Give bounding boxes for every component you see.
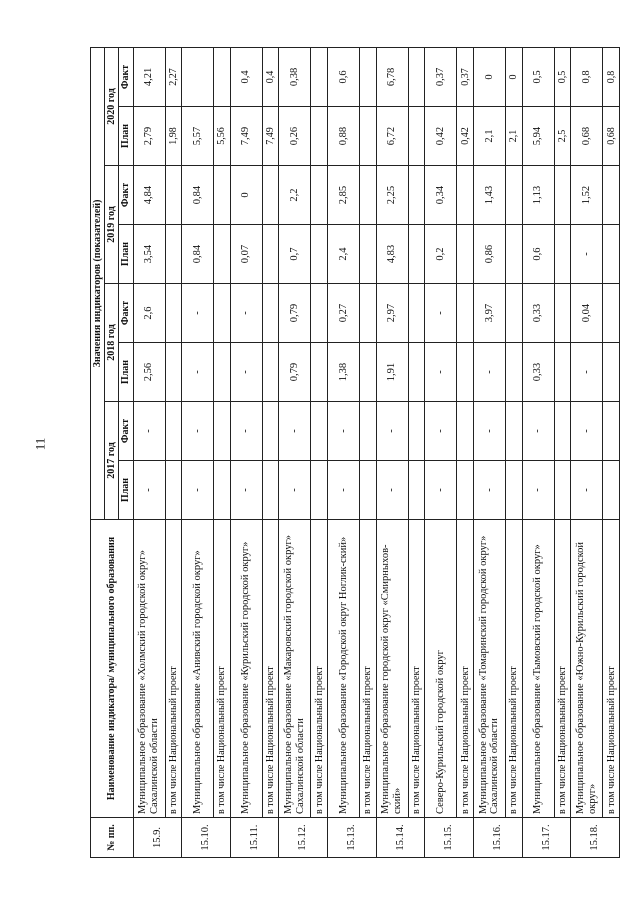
header-year-2017: 2017 год bbox=[105, 402, 119, 520]
value-cell: 0 bbox=[230, 166, 262, 225]
municipality-name: Муниципальное образование «Томаринский городской округ» Сахалинской области bbox=[473, 520, 505, 818]
value-cell: 2,85 bbox=[328, 166, 360, 225]
value-cell: - bbox=[473, 343, 505, 402]
subvalue-cell bbox=[554, 225, 571, 284]
subvalue-cell bbox=[165, 402, 182, 461]
value-cell: 2,1 bbox=[473, 107, 505, 166]
value-cell: - bbox=[133, 461, 165, 520]
row-number: 15.17. bbox=[522, 818, 571, 858]
header-year-2019: 2019 год bbox=[105, 166, 119, 284]
value-cell: - bbox=[279, 402, 311, 461]
value-cell: - bbox=[230, 402, 262, 461]
row-number: 15.18. bbox=[571, 818, 620, 858]
subvalue-cell bbox=[457, 225, 474, 284]
subvalue-cell bbox=[408, 225, 425, 284]
subvalue-cell bbox=[262, 166, 279, 225]
municipality-name: Муниципальное образование «Макаровский городской округ» Сахалинской области bbox=[279, 520, 311, 818]
subvalue-cell: 0,68 bbox=[603, 107, 620, 166]
subvalue-cell bbox=[408, 107, 425, 166]
value-cell: - bbox=[279, 461, 311, 520]
subvalue-cell bbox=[262, 402, 279, 461]
subvalue-cell bbox=[311, 461, 328, 520]
subvalue-cell bbox=[408, 402, 425, 461]
header-name: Наименование индикатора/ муниципального образования bbox=[91, 520, 134, 818]
table-row bbox=[279, 47, 311, 857]
subvalue-cell: 1,98 bbox=[165, 107, 182, 166]
value-cell: 0,88 bbox=[328, 107, 360, 166]
value-cell: 0,68 bbox=[571, 107, 603, 166]
header-fact: Факт bbox=[119, 166, 133, 225]
value-cell: - bbox=[376, 461, 408, 520]
table-subrow bbox=[262, 47, 279, 857]
value-cell: - bbox=[230, 343, 262, 402]
header-year-2018: 2018 год bbox=[105, 284, 119, 402]
subvalue-cell bbox=[554, 402, 571, 461]
value-cell: 2,97 bbox=[376, 284, 408, 343]
subvalue-cell bbox=[360, 166, 377, 225]
value-cell: - bbox=[522, 402, 554, 461]
value-cell: - bbox=[230, 284, 262, 343]
value-cell: - bbox=[182, 284, 214, 343]
header-plan: План bbox=[119, 225, 133, 284]
table-subrow bbox=[505, 47, 522, 857]
subvalue-cell bbox=[408, 166, 425, 225]
subvalue-cell bbox=[505, 225, 522, 284]
municipality-name: Муниципальное образование городской округ «Смирныхов-ский» bbox=[376, 520, 408, 818]
subvalue-cell: 0,4 bbox=[262, 47, 279, 106]
value-cell: - bbox=[328, 461, 360, 520]
subvalue-cell: 5,56 bbox=[214, 107, 231, 166]
value-cell: - bbox=[182, 343, 214, 402]
value-cell: 0,86 bbox=[473, 225, 505, 284]
subvalue-cell bbox=[408, 343, 425, 402]
subvalue-cell bbox=[603, 284, 620, 343]
value-cell: 0 bbox=[473, 47, 505, 106]
subvalue-cell: 7,49 bbox=[262, 107, 279, 166]
value-cell: 1,38 bbox=[328, 343, 360, 402]
value-cell: 5,57 bbox=[182, 107, 214, 166]
value-cell: - bbox=[133, 402, 165, 461]
table-subrow bbox=[408, 47, 425, 857]
subrow-label: в том числе Национальный проект bbox=[505, 520, 522, 818]
subvalue-cell bbox=[603, 225, 620, 284]
subvalue-cell bbox=[214, 461, 231, 520]
subrow-label: в том числе Национальный проект bbox=[165, 520, 182, 818]
municipality-name: Муниципальное образование «Южно-Курильский городской округ» bbox=[571, 520, 603, 818]
subvalue-cell bbox=[408, 47, 425, 106]
subvalue-cell bbox=[165, 461, 182, 520]
value-cell: 4,21 bbox=[133, 47, 165, 106]
header-plan: План bbox=[119, 107, 133, 166]
row-number: 15.9. bbox=[133, 818, 182, 858]
value-cell: 0,04 bbox=[571, 284, 603, 343]
value-cell: - bbox=[473, 402, 505, 461]
value-cell: 3,54 bbox=[133, 225, 165, 284]
subvalue-cell bbox=[603, 402, 620, 461]
table-container bbox=[90, 48, 620, 858]
municipality-name: Муниципальное образование «Холмский городской округ» Сахалинской области bbox=[133, 520, 165, 818]
subvalue-cell bbox=[165, 343, 182, 402]
header-year-2020: 2020 год bbox=[105, 47, 119, 165]
value-cell: - bbox=[473, 461, 505, 520]
value-cell: 0,79 bbox=[279, 284, 311, 343]
header-fact: Факт bbox=[119, 284, 133, 343]
table-row bbox=[230, 47, 262, 857]
subvalue-cell bbox=[603, 461, 620, 520]
row-number: 15.16. bbox=[473, 818, 522, 858]
value-cell: 4,83 bbox=[376, 225, 408, 284]
subvalue-cell bbox=[457, 461, 474, 520]
value-cell: 2,6 bbox=[133, 284, 165, 343]
value-cell: - bbox=[182, 402, 214, 461]
value-cell: 0,4 bbox=[230, 47, 262, 106]
value-cell: 0,33 bbox=[522, 343, 554, 402]
subvalue-cell bbox=[165, 166, 182, 225]
value-cell: 6,72 bbox=[376, 107, 408, 166]
value-cell: - bbox=[571, 461, 603, 520]
subrow-label: в том числе Национальный проект bbox=[603, 520, 620, 818]
subvalue-cell bbox=[262, 225, 279, 284]
row-number: 15.13. bbox=[328, 818, 377, 858]
municipality-name: Муниципальное образование «Анивский городской округ» bbox=[182, 520, 214, 818]
subvalue-cell bbox=[214, 343, 231, 402]
value-cell: 0,7 bbox=[279, 225, 311, 284]
value-cell: - bbox=[376, 402, 408, 461]
value-cell: - bbox=[571, 343, 603, 402]
table-body bbox=[133, 47, 619, 857]
subvalue-cell: 0,37 bbox=[457, 47, 474, 106]
value-cell: - bbox=[328, 402, 360, 461]
value-cell: 3,97 bbox=[473, 284, 505, 343]
subrow-label: в том числе Национальный проект bbox=[311, 520, 328, 818]
table-subrow bbox=[554, 47, 571, 857]
value-cell: 0,26 bbox=[279, 107, 311, 166]
table-row bbox=[133, 47, 165, 857]
subvalue-cell bbox=[603, 343, 620, 402]
subvalue-cell bbox=[554, 461, 571, 520]
subvalue-cell bbox=[505, 461, 522, 520]
value-cell: 6,78 bbox=[376, 47, 408, 106]
subrow-label: в том числе Национальный проект bbox=[262, 520, 279, 818]
subvalue-cell bbox=[311, 225, 328, 284]
subvalue-cell bbox=[554, 166, 571, 225]
subvalue-cell bbox=[360, 461, 377, 520]
subrow-label: в том числе Национальный проект bbox=[214, 520, 231, 818]
value-cell bbox=[182, 47, 214, 106]
subrow-label: в том числе Национальный проект bbox=[360, 520, 377, 818]
table-row bbox=[473, 47, 505, 857]
subvalue-cell bbox=[360, 47, 377, 106]
subvalue-cell: 2,27 bbox=[165, 47, 182, 106]
header-plan: План bbox=[119, 461, 133, 520]
table-row bbox=[571, 47, 603, 857]
header-num: № пп. bbox=[91, 818, 134, 858]
table-subrow bbox=[360, 47, 377, 857]
value-cell: 0,84 bbox=[182, 225, 214, 284]
subvalue-cell: 0,8 bbox=[603, 47, 620, 106]
value-cell: 0,07 bbox=[230, 225, 262, 284]
value-cell: 0,79 bbox=[279, 343, 311, 402]
table-subrow bbox=[603, 47, 620, 857]
table-subrow bbox=[457, 47, 474, 857]
subvalue-cell bbox=[165, 284, 182, 343]
value-cell: 2,79 bbox=[133, 107, 165, 166]
row-number: 15.14. bbox=[376, 818, 425, 858]
value-cell: 0,2 bbox=[425, 225, 457, 284]
value-cell: 4,84 bbox=[133, 166, 165, 225]
value-cell: - bbox=[425, 402, 457, 461]
table-row bbox=[376, 47, 408, 857]
row-number: 15.10. bbox=[182, 818, 231, 858]
subvalue-cell bbox=[554, 284, 571, 343]
header-fact: Факт bbox=[119, 402, 133, 461]
value-cell: 1,91 bbox=[376, 343, 408, 402]
subvalue-cell bbox=[311, 107, 328, 166]
subvalue-cell bbox=[554, 343, 571, 402]
subvalue-cell bbox=[214, 284, 231, 343]
subvalue-cell bbox=[408, 284, 425, 343]
value-cell: 0,8 bbox=[571, 47, 603, 106]
subvalue-cell bbox=[457, 284, 474, 343]
value-cell: 0,6 bbox=[328, 47, 360, 106]
subvalue-cell bbox=[311, 343, 328, 402]
page-number: 11 bbox=[32, 437, 48, 451]
value-cell: 1,13 bbox=[522, 166, 554, 225]
subvalue-cell bbox=[262, 461, 279, 520]
value-cell: - bbox=[425, 343, 457, 402]
indicator-table bbox=[90, 47, 620, 858]
header-fact: Факт bbox=[119, 47, 133, 106]
subvalue-cell bbox=[457, 402, 474, 461]
value-cell: 1,52 bbox=[571, 166, 603, 225]
subvalue-cell bbox=[505, 166, 522, 225]
value-cell: 0,6 bbox=[522, 225, 554, 284]
subvalue-cell bbox=[311, 166, 328, 225]
subvalue-cell: 2,1 bbox=[505, 107, 522, 166]
value-cell: 0,84 bbox=[182, 166, 214, 225]
value-cell: - bbox=[425, 461, 457, 520]
table-subrow bbox=[165, 47, 182, 857]
value-cell: 1,43 bbox=[473, 166, 505, 225]
value-cell: 2,2 bbox=[279, 166, 311, 225]
value-cell: - bbox=[571, 402, 603, 461]
subvalue-cell: 0,42 bbox=[457, 107, 474, 166]
subvalue-cell: 0,5 bbox=[554, 47, 571, 106]
subvalue-cell bbox=[505, 284, 522, 343]
subvalue-cell bbox=[457, 343, 474, 402]
subvalue-cell bbox=[408, 461, 425, 520]
subvalue-cell bbox=[360, 343, 377, 402]
header-values-group: Значения индикаторов (показателей) bbox=[91, 47, 105, 519]
municipality-name: Муниципальное образование «Городской округ Ноглик-ский» bbox=[328, 520, 360, 818]
municipality-name: Муниципальное образование «Курильский городской округ» bbox=[230, 520, 262, 818]
subvalue-cell bbox=[262, 284, 279, 343]
value-cell: - bbox=[182, 461, 214, 520]
subvalue-cell bbox=[214, 47, 231, 106]
value-cell: 0,37 bbox=[425, 47, 457, 106]
table-row bbox=[328, 47, 360, 857]
value-cell: 2,4 bbox=[328, 225, 360, 284]
subvalue-cell bbox=[360, 284, 377, 343]
municipality-name: Муниципальное образование «Тымовский городской округ» bbox=[522, 520, 554, 818]
subrow-label: в том числе Национальный проект bbox=[408, 520, 425, 818]
subrow-label: в том числе Национальный проект bbox=[554, 520, 571, 818]
subvalue-cell bbox=[360, 402, 377, 461]
subvalue-cell bbox=[214, 225, 231, 284]
subvalue-cell bbox=[311, 284, 328, 343]
subvalue-cell bbox=[603, 166, 620, 225]
value-cell: 2,56 bbox=[133, 343, 165, 402]
subvalue-cell bbox=[214, 402, 231, 461]
value-cell: 0,27 bbox=[328, 284, 360, 343]
value-cell: - bbox=[230, 461, 262, 520]
subrow-label: в том числе Национальный проект bbox=[457, 520, 474, 818]
subvalue-cell bbox=[457, 166, 474, 225]
table-subrow bbox=[311, 47, 328, 857]
row-number: 15.11. bbox=[230, 818, 279, 858]
table-row bbox=[425, 47, 457, 857]
subvalue-cell bbox=[262, 343, 279, 402]
subvalue-cell bbox=[505, 402, 522, 461]
value-cell: - bbox=[571, 225, 603, 284]
subvalue-cell bbox=[311, 402, 328, 461]
value-cell: 0,33 bbox=[522, 284, 554, 343]
subvalue-cell bbox=[311, 47, 328, 106]
header-plan: План bbox=[119, 343, 133, 402]
value-cell: - bbox=[425, 284, 457, 343]
subvalue-cell bbox=[505, 343, 522, 402]
row-number: 15.12. bbox=[279, 818, 328, 858]
table-subrow bbox=[214, 47, 231, 857]
subvalue-cell: 0 bbox=[505, 47, 522, 106]
table-row bbox=[522, 47, 554, 857]
subvalue-cell bbox=[214, 166, 231, 225]
municipality-name: Северо-Курильский городской округ bbox=[425, 520, 457, 818]
value-cell: 2,25 bbox=[376, 166, 408, 225]
subvalue-cell bbox=[360, 107, 377, 166]
value-cell: 0,5 bbox=[522, 47, 554, 106]
value-cell: - bbox=[522, 461, 554, 520]
value-cell: 0,34 bbox=[425, 166, 457, 225]
value-cell: 0,38 bbox=[279, 47, 311, 106]
value-cell: 7,49 bbox=[230, 107, 262, 166]
value-cell: 0,42 bbox=[425, 107, 457, 166]
subvalue-cell bbox=[360, 225, 377, 284]
subvalue-cell bbox=[165, 225, 182, 284]
subvalue-cell: 2,5 bbox=[554, 107, 571, 166]
value-cell: 5,94 bbox=[522, 107, 554, 166]
row-number: 15.15. bbox=[425, 818, 474, 858]
table-row bbox=[182, 47, 214, 857]
